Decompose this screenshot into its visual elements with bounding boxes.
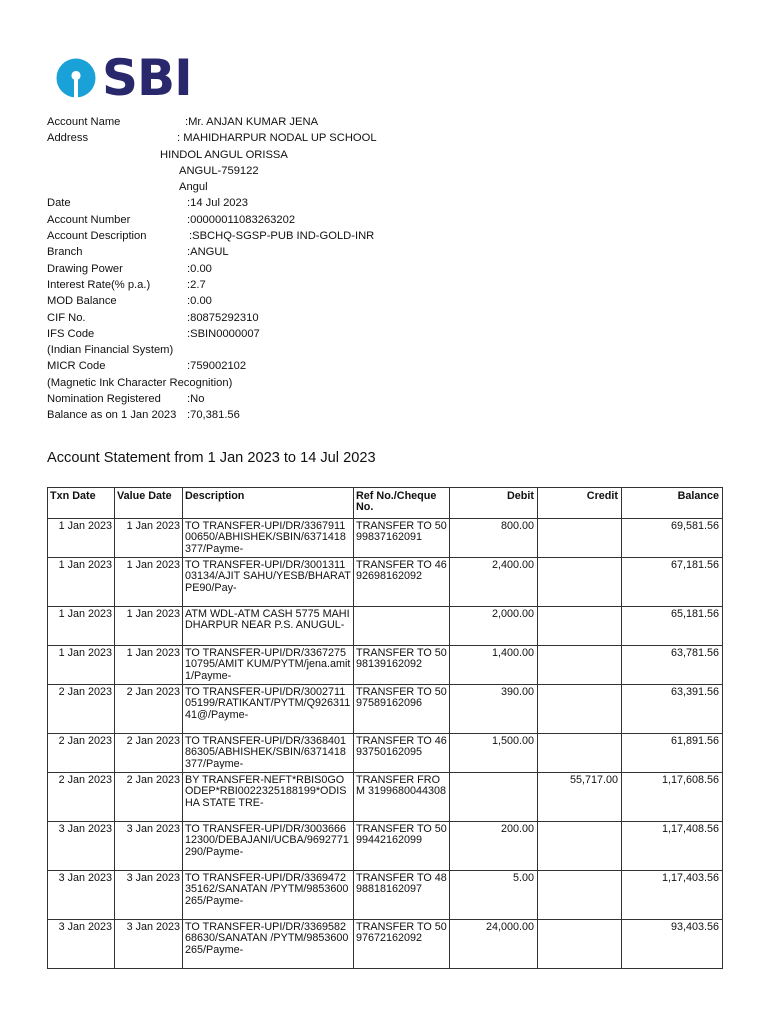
balance-cell-text: 63,781.56 <box>670 648 719 659</box>
txn-date-cell-text: 2 Jan 2023 <box>58 736 112 747</box>
description-cell-text: TO TRANSFER-UPI/DR/336840186305/ABHISHEK/SBIN/6371418377/Payme- <box>185 736 347 769</box>
credit-cell <box>538 734 622 773</box>
info-value: :0.00 <box>187 262 212 275</box>
info-value: : MAHIDHARPUR NODAL UP SCHOOL <box>177 132 377 145</box>
value-date-cell <box>115 519 183 558</box>
info-label: (Indian Financial System) <box>47 344 174 357</box>
ref-cell-text: TRANSFER TO 4898818162097 <box>356 873 447 896</box>
balance-cell <box>622 822 723 871</box>
header-debit: Debit <box>450 488 538 519</box>
account-info-row <box>47 179 727 195</box>
info-value: :0.00 <box>187 295 212 308</box>
credit-cell <box>538 920 622 969</box>
account-info-row <box>47 310 727 326</box>
account-info-row <box>47 277 727 293</box>
logo-text: SBI <box>102 49 192 107</box>
balance-cell <box>622 773 723 822</box>
value-date-cell <box>115 822 183 871</box>
account-info-row <box>47 326 727 342</box>
value-date-cell-text: 1 Jan 2023 <box>126 648 180 659</box>
description-cell <box>183 822 354 871</box>
header-credit: Credit <box>538 488 622 519</box>
debit-cell-text: 800.00 <box>500 521 534 532</box>
balance-cell-text: 65,181.56 <box>670 609 719 620</box>
account-details <box>47 114 727 424</box>
ref-cell-text: TRANSFER TO 5098139162092 <box>356 648 447 671</box>
value-date-cell <box>115 685 183 734</box>
balance-cell <box>622 558 723 607</box>
info-value: :00000011083263202 <box>187 213 296 226</box>
info-value: :14 Jul 2023 <box>187 197 248 210</box>
info-value: :80875292310 <box>187 311 259 324</box>
account-info-row <box>47 261 727 277</box>
description-cell <box>183 920 354 969</box>
table-row <box>48 822 723 871</box>
balance-cell-text: 93,403.56 <box>670 922 719 933</box>
ref-cell-text: TRANSFER TO 5099442162099 <box>356 824 447 847</box>
txn-date-cell <box>48 773 115 822</box>
table-row <box>48 685 723 734</box>
ref-cell-text: TRANSFER TO 5097589162096 <box>356 687 447 710</box>
txn-date-cell <box>48 558 115 607</box>
txn-date-cell-text: 2 Jan 2023 <box>58 775 112 786</box>
txn-date-cell <box>48 920 115 969</box>
info-value: ANGUL-759122 <box>179 164 259 177</box>
account-info-row <box>47 391 727 407</box>
debit-cell-text: 390.00 <box>500 687 534 698</box>
ref-cell <box>354 734 450 773</box>
description-cell-text: BY TRANSFER-NEFT*RBIS0GOODEP*RBI0022325188199*ODISHA STATE TRE- <box>185 775 347 809</box>
description-cell-text: TO TRANSFER-UPI/DR/300131103134/AJIT SAHU/YESB/BHARATPE90/Pay- <box>185 560 351 594</box>
balance-cell <box>622 871 723 920</box>
balance-cell-text: 1,17,408.56 <box>661 824 719 835</box>
balance-cell <box>622 607 723 646</box>
debit-cell-text: 24,000.00 <box>485 922 534 933</box>
txn-date-cell <box>48 646 115 685</box>
txn-date-cell-text: 1 Jan 2023 <box>58 609 112 620</box>
balance-cell-text: 69,581.56 <box>670 521 719 532</box>
balance-cell <box>622 920 723 969</box>
debit-cell-text: 1,500.00 <box>491 736 534 747</box>
balance-cell-text: 63,391.56 <box>670 687 719 698</box>
header-balance: Balance <box>622 488 723 519</box>
debit-cell <box>450 734 538 773</box>
table-row <box>48 734 723 773</box>
description-cell <box>183 646 354 685</box>
debit-cell-text: 5.00 <box>512 873 534 884</box>
debit-cell <box>450 646 538 685</box>
header-description: Description <box>183 488 354 519</box>
info-label: MOD Balance <box>47 295 117 308</box>
ref-cell <box>354 646 450 685</box>
description-cell-text: TO TRANSFER-UPI/DR/336791100650/ABHISHEK/SBIN/6371418377/Payme- <box>185 521 346 554</box>
account-info-row <box>47 293 727 309</box>
ref-cell-text: TRANSFER TO 5099837162091 <box>356 521 447 544</box>
info-value: :759002102 <box>187 360 247 373</box>
value-date-cell-text: 3 Jan 2023 <box>126 922 180 933</box>
ref-cell-text: TRANSFER FROM 3199680044308 <box>356 775 447 798</box>
info-label: Account Description <box>47 230 147 243</box>
info-value: :70,381.56 <box>187 409 240 422</box>
debit-cell-text: 1,400.00 <box>491 648 534 659</box>
value-date-cell-text: 2 Jan 2023 <box>126 687 180 698</box>
account-info-row <box>47 244 727 260</box>
info-value: :No <box>187 393 205 406</box>
value-date-cell <box>115 646 183 685</box>
ref-cell <box>354 607 450 646</box>
balance-cell <box>622 519 723 558</box>
account-info-row <box>47 195 727 211</box>
sbi-keyhole-icon <box>55 57 97 99</box>
account-info-row <box>47 163 727 179</box>
account-info-row <box>47 407 727 423</box>
credit-cell <box>538 773 622 822</box>
description-cell <box>183 773 354 822</box>
credit-cell <box>538 607 622 646</box>
balance-cell-text: 67,181.56 <box>670 560 719 571</box>
info-label: Interest Rate(% p.a.) <box>47 278 151 291</box>
value-date-cell-text: 1 Jan 2023 <box>126 609 180 620</box>
table-row <box>48 871 723 920</box>
balance-cell <box>622 646 723 685</box>
info-label: Branch <box>47 246 83 259</box>
txn-date-cell <box>48 871 115 920</box>
header-ref: Ref No./Cheque No. <box>354 488 450 519</box>
table-row <box>48 558 723 607</box>
credit-cell <box>538 871 622 920</box>
info-label: Account Number <box>47 213 131 226</box>
balance-cell-text: 1,17,608.56 <box>661 775 719 786</box>
txn-date-cell-text: 2 Jan 2023 <box>58 687 112 698</box>
description-cell-text: TO TRANSFER-UPI/DR/336947235162/SANATAN /PYTM/9853600265/Payme- <box>185 873 349 907</box>
value-date-cell-text: 3 Jan 2023 <box>126 824 180 835</box>
txn-date-cell-text: 1 Jan 2023 <box>58 648 112 659</box>
balance-cell <box>622 734 723 773</box>
info-label: Date <box>47 197 71 210</box>
description-cell <box>183 607 354 646</box>
account-info-row <box>47 212 727 228</box>
account-info-row <box>47 228 727 244</box>
account-info-row <box>47 375 727 391</box>
debit-cell-text: 200.00 <box>500 824 534 835</box>
info-label: Drawing Power <box>47 262 123 275</box>
value-date-cell <box>115 558 183 607</box>
info-value: HINDOL ANGUL ORISSA <box>160 148 288 161</box>
txn-date-cell <box>48 685 115 734</box>
txn-date-cell-text: 3 Jan 2023 <box>58 922 112 933</box>
ref-cell-text: TRANSFER TO 4692698162092 <box>356 560 447 583</box>
debit-cell <box>450 558 538 607</box>
value-date-cell-text: 1 Jan 2023 <box>126 560 180 571</box>
debit-cell <box>450 773 538 822</box>
table-row <box>48 519 723 558</box>
value-date-cell-text: 2 Jan 2023 <box>126 775 180 786</box>
credit-cell <box>538 558 622 607</box>
debit-cell <box>450 871 538 920</box>
debit-cell <box>450 685 538 734</box>
txn-date-cell-text: 3 Jan 2023 <box>58 824 112 835</box>
ref-cell <box>354 558 450 607</box>
description-cell-text: TO TRANSFER-UPI/DR/300271105199/RATIKANT/PYTM/Q92631141@/Payme- <box>185 687 351 721</box>
info-label: CIF No. <box>47 311 86 324</box>
ref-cell-text: TRANSFER TO 4693750162095 <box>356 736 447 759</box>
transactions-table <box>47 487 723 969</box>
ref-cell <box>354 920 450 969</box>
account-info-row <box>47 147 727 163</box>
info-value: Angul <box>179 181 208 194</box>
ref-cell <box>354 871 450 920</box>
info-label: Address <box>47 132 89 145</box>
statement-title: Account Statement from 1 Jan 2023 to 14 Jul 2023 <box>47 450 376 466</box>
value-date-cell <box>115 773 183 822</box>
debit-cell <box>450 920 538 969</box>
debit-cell <box>450 607 538 646</box>
value-date-cell <box>115 607 183 646</box>
txn-date-cell <box>48 822 115 871</box>
info-label: (Magnetic Ink Character Recognition) <box>47 376 233 389</box>
value-date-cell-text: 2 Jan 2023 <box>126 736 180 747</box>
debit-cell <box>450 822 538 871</box>
txn-date-cell-text: 1 Jan 2023 <box>58 521 112 532</box>
description-cell <box>183 871 354 920</box>
info-label: IFS Code <box>47 327 95 340</box>
description-cell <box>183 558 354 607</box>
value-date-cell <box>115 734 183 773</box>
sbi-logo <box>55 49 192 107</box>
ref-cell <box>354 519 450 558</box>
table-row <box>48 920 723 969</box>
txn-date-cell <box>48 607 115 646</box>
debit-cell-text: 2,000.00 <box>491 609 534 620</box>
account-info-row <box>47 342 727 358</box>
credit-cell <box>538 646 622 685</box>
description-cell-text: TO TRANSFER-UPI/DR/336727510795/AMIT KUM/PYTM/jena.amit1/Payme- <box>185 648 351 681</box>
debit-cell-text: 2,400.00 <box>491 560 534 571</box>
txn-date-cell-text: 3 Jan 2023 <box>58 873 112 884</box>
table-row <box>48 646 723 685</box>
table-row <box>48 773 723 822</box>
balance-cell-text: 61,891.56 <box>670 736 719 747</box>
info-value: :SBCHQ-SGSP-PUB IND-GOLD-INR <box>189 230 375 243</box>
info-value: :Mr. ANJAN KUMAR JENA <box>185 116 319 128</box>
table-header-row <box>48 488 723 519</box>
ref-cell-text: TRANSFER TO 5097672162092 <box>356 922 447 945</box>
credit-cell-text: 55,717.00 <box>569 775 618 786</box>
info-label: Account Name <box>47 116 121 128</box>
ref-cell <box>354 822 450 871</box>
info-label: MICR Code <box>47 360 106 373</box>
description-cell-text: ATM WDL-ATM CASH 5775 MAHIDHARPUR NEAR P.S. ANUGUL- <box>185 609 350 632</box>
account-info-row <box>47 114 727 130</box>
table-row <box>48 607 723 646</box>
value-date-cell-text: 3 Jan 2023 <box>126 873 180 884</box>
description-cell <box>183 734 354 773</box>
txn-date-cell-text: 1 Jan 2023 <box>58 560 112 571</box>
account-info-row <box>47 358 727 374</box>
credit-cell <box>538 822 622 871</box>
value-date-cell <box>115 920 183 969</box>
ref-cell <box>354 773 450 822</box>
info-label: Nomination Registered <box>47 393 161 406</box>
debit-cell <box>450 519 538 558</box>
info-value: :2.7 <box>187 278 206 291</box>
credit-cell <box>538 519 622 558</box>
description-cell <box>183 685 354 734</box>
credit-cell <box>538 685 622 734</box>
description-cell <box>183 519 354 558</box>
balance-cell-text: 1,17,403.56 <box>661 873 719 884</box>
description-cell-text: TO TRANSFER-UPI/DR/336958268630/SANATAN /PYTM/9853600265/Payme- <box>185 922 349 956</box>
info-label: Balance as on 1 Jan 2023 <box>47 409 177 422</box>
value-date-cell-text: 1 Jan 2023 <box>126 521 180 532</box>
value-date-cell <box>115 871 183 920</box>
ref-cell <box>354 685 450 734</box>
txn-date-cell <box>48 519 115 558</box>
txn-date-cell <box>48 734 115 773</box>
description-cell-text: TO TRANSFER-UPI/DR/300366612300/DEBAJANI/UCBA/9692771290/Payme- <box>185 824 349 858</box>
header-value-date: Value Date <box>115 488 183 519</box>
info-value: :SBIN0000007 <box>187 327 260 340</box>
balance-cell <box>622 685 723 734</box>
account-info-row <box>47 130 727 146</box>
header-txn-date: Txn Date <box>48 488 115 519</box>
info-value: :ANGUL <box>187 246 229 259</box>
